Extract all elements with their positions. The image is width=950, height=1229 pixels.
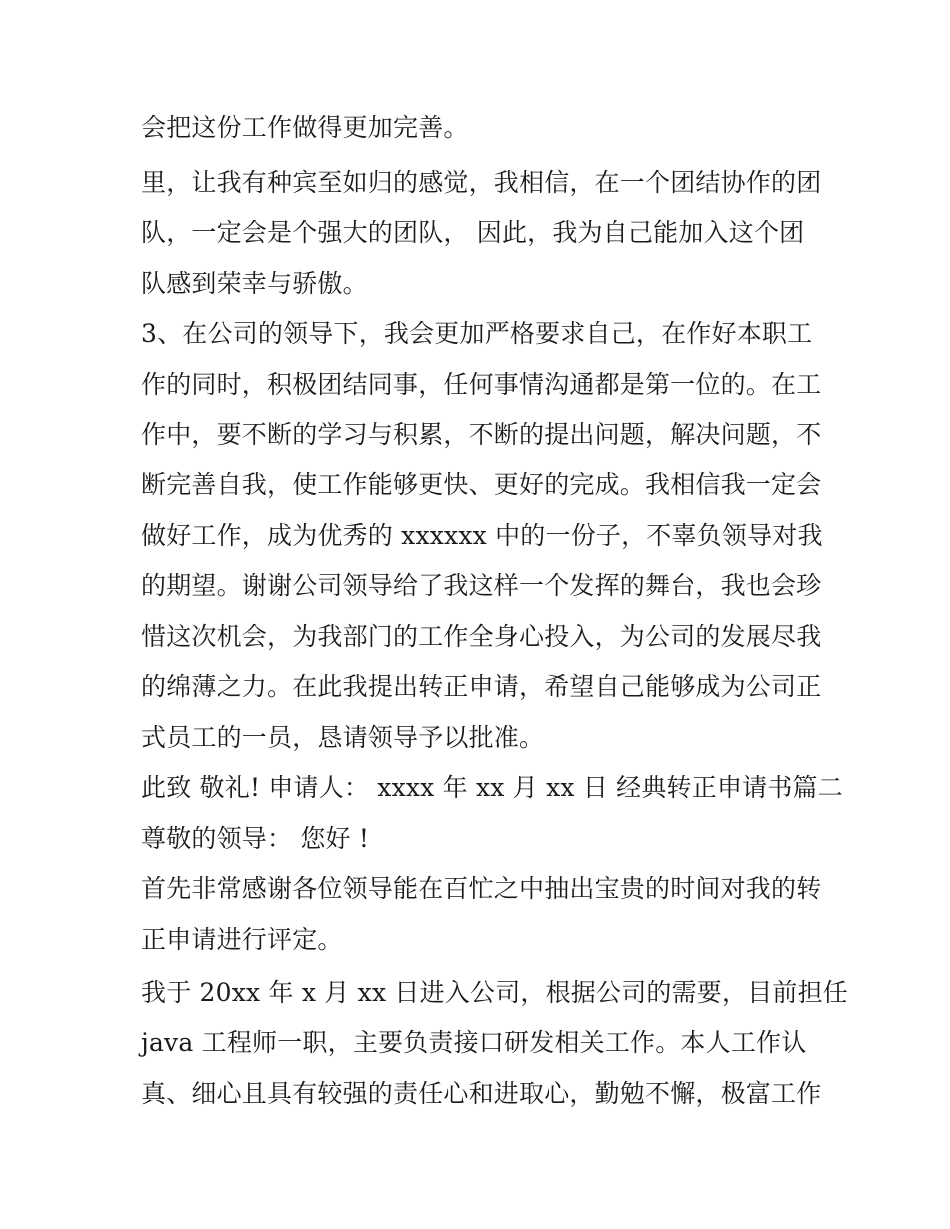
text-line: 首先非常感谢各位领导能在百忙之中抽出宝贵的时间对我的转 [141,874,822,903]
text-line: 此致 敬礼! 申请人： xxxx 年 xx 月 xx 日 经典转正申请书篇二 [141,773,843,802]
text-line: 尊敬的领导： 您好 ! [141,824,370,853]
text-line: 我于 20xx 年 x 月 xx 日进入公司，根据公司的需要，目前担任 [141,978,848,1007]
text-line: 3、在公司的领导下，我会更加严格要求自己，在作好本职工 [141,319,813,348]
text-line: 会把这份工作做得更加完善。 [141,113,469,142]
text-line: 里，让我有种宾至如归的感觉，我相信，在一个团结协作的团 [141,168,822,197]
text-line: 真、细心且具有较强的责任心和进取心，勤勉不懈，极富工作 [141,1079,822,1108]
text-line: java 工程师一职，主要负责接口研发相关工作。本人工作认 [141,1028,807,1057]
text-line: 作中，要不断的学习与积累，不断的提出问题，解决问题，不 [141,420,822,449]
text-line: 作的同时，积极团结同事，任何事情沟通都是第一位的。在工 [141,370,822,399]
text-line: 队，一定会是个强大的团队， 因此，我为自己能加入这个团 [141,218,805,247]
text-line: 的绵薄之力。在此我提出转正申请，希望自己能够成为公司正 [141,672,822,701]
text-line: 做好工作，成为优秀的 xxxxxx 中的一份子，不辜负领导对我 [141,521,823,550]
text-line: 队感到荣幸与骄傲。 [141,269,368,298]
text-line: 正申请进行评定。 [141,925,343,954]
text-line: 断完善自我，使工作能够更快、更好的完成。我相信我一定会 [141,470,822,499]
text-line: 的期望。谢谢公司领导给了我这样一个发挥的舞台，我也会珍 [141,571,822,600]
text-line: 式员工的一员，恳请领导予以批准。 [141,723,545,752]
text-line: 惜这次机会，为我部门的工作全身心投入，为公司的发展尽我 [141,622,822,651]
